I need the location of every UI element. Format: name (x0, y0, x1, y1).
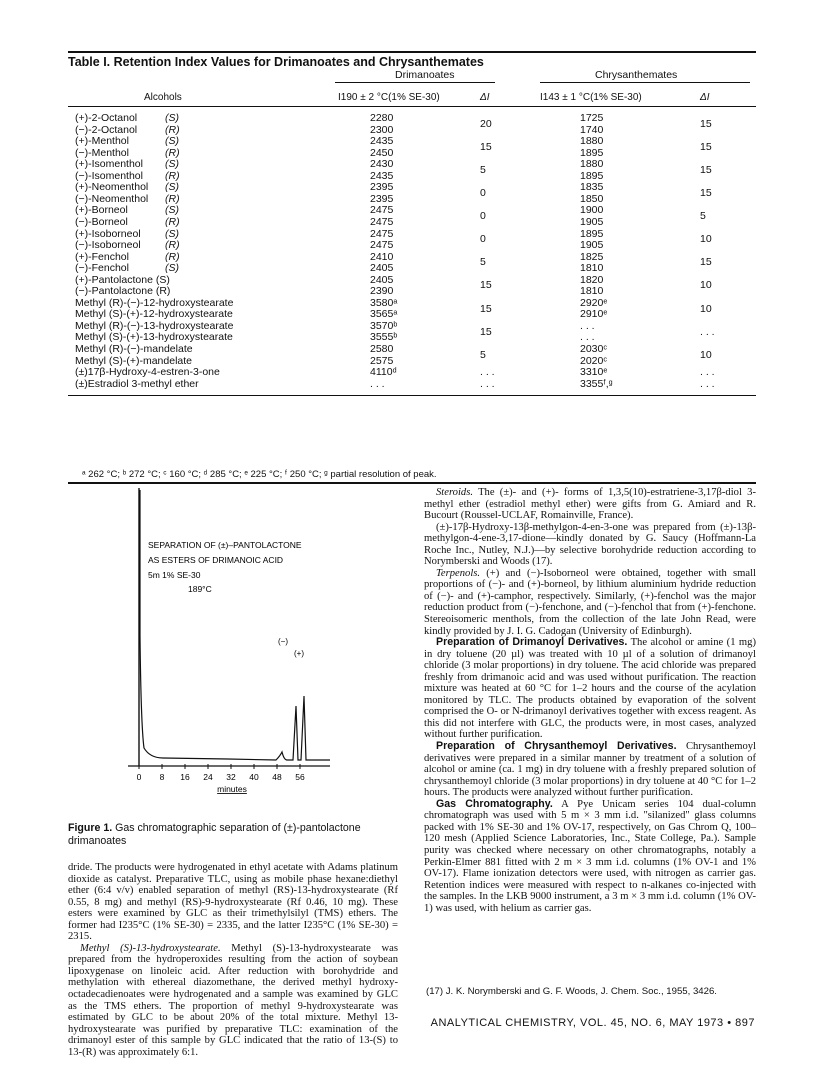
table-row-config: (S) (165, 227, 179, 240)
table-row-config: (R) (165, 215, 180, 228)
col-di-drim: ΔI (480, 92, 490, 103)
fig-annot-1: SEPARATION OF (±)–PANTOLACTONE (148, 540, 302, 550)
table-cell-drim: 2475 (370, 239, 394, 252)
table-cell-chrys: 3310ᵉ (580, 366, 608, 379)
table-cell-chrys: 1880 (580, 158, 604, 171)
footnote-rule (68, 482, 756, 484)
table-cell-chrys: 3355ᶠ,ᵍ (580, 377, 613, 390)
x-tick-label: 40 (249, 772, 259, 782)
table-cell-drim: 2475 (370, 215, 394, 228)
table-cell-chrys: 1810 (580, 262, 604, 275)
table-row-config: (R) (165, 250, 180, 263)
x-axis-label: minutes (217, 784, 247, 794)
table-row-name: (+)-Fenchol (75, 250, 129, 263)
group-chrysanthemates: Chrysanthemates (595, 69, 678, 81)
col-di-chrys: ΔI (700, 92, 710, 103)
right-p3-body: (+) and (−)-Isoborneol were obtained, together with small proportions of (−)- and (+)-borneol, by lithium aluminium hydride reduction of (−)- and (+)-camphor, respectively. Similarly, (+)-fenchol was the major reduction product from (−)-fenchone, and (−)-fenchol that from (+)-fenchone. Stereoisomeric menthols, from the collection of the late John Read, were kindly provided by J. I. G. Cadogan (University of Edinburgh). (424, 567, 756, 637)
table-cell-chrys: 1895 (580, 169, 604, 182)
table-cell-di-chrys: . . . (700, 366, 715, 379)
table-cell-di-chrys: 15 (700, 117, 712, 130)
table-cell-drim: 2450 (370, 146, 394, 159)
table-cell-di-drim: . . . (480, 377, 495, 390)
table-row-name: (+)-Menthol (75, 135, 129, 148)
right-paragraph-6 (424, 799, 756, 914)
table-cell-chrys: 1880 (580, 135, 604, 148)
table-cell-chrys: . . . (580, 319, 595, 332)
left-paragraph-1: dride. The products were hydrogenated in ethyl acetate with Adams platinum dioxide as catalyst. Preparative TLC, using as mobile phase hexane:diethyl ether (6:4 v/v) enabled separation of methyl (RS)-13-hydroxystearate (Rf 0.55, 8 mg) and methyl (RS)-9-hydroxystearate (Rf 0.46, 10 mg). These esters were examined by GLC as their trimethylsilyl (TMS) ethers. The former had I235°C (1% SE-30) = 2335, and the latter I235°C (1% SE-30) = 2315. (68, 862, 398, 943)
table-cell-chrys: 1895 (580, 146, 604, 159)
table-row-name: (−)-Fenchol (75, 262, 129, 275)
table-row-config: (R) (165, 123, 180, 136)
table-cell-di-drim: 15 (480, 302, 492, 315)
table-cell-drim: 2390 (370, 285, 394, 298)
table-row-config: (R) (165, 169, 180, 182)
left-paragraph-2 (68, 943, 398, 1058)
right-p5-body: Chrysanthemoyl derivatives were prepared in a similar manner by treatment of a solution of alcohol or amine (ca. 1 mg) in dry toluene with a freshly prepared solution of chrysanthemoyl chloride (3 molar proportions) in dry toluene at 40 °C for 1–2 hours. The products were analyzed without further purification. (424, 741, 756, 799)
table-cell-di-chrys: 10 (700, 348, 712, 361)
right-paragraph-1 (424, 487, 756, 522)
peak-minus-label: (−) (278, 637, 288, 646)
table-cell-chrys: 1835 (580, 181, 604, 194)
right-paragraph-3 (424, 568, 756, 637)
table-cell-di-chrys: 15 (700, 187, 712, 200)
table-row-name: (−)-Pantolactone (R) (75, 285, 171, 298)
table-cell-drim: 2435 (370, 135, 394, 148)
table-cell-chrys: 1725 (580, 112, 604, 124)
x-tick-label: 56 (295, 772, 305, 782)
table-cell-drim: 2475 (370, 204, 394, 217)
table-cell-di-chrys: . . . (700, 325, 715, 338)
table-cell-di-drim: 5 (480, 256, 486, 269)
table-cell-chrys: 1850 (580, 192, 604, 205)
table-cell-chrys: 1905 (580, 215, 604, 228)
right-p6-body: A Pye Unicam series 104 dual-column chromatograph was used with 5 m × 3 mm i.d. "silanized" glass columns packed with 1% SE-30 and 1% OV-17, respectively, on Gas Chrom Q, 100–120 mesh (Applied Science Laboratories, Inc., State College, Pa.). Sample purity was checked where necessary on other chromatographs, notably a Perkin-Elmer 881 fitted with 2 m × 3 mm i.d. columns (1% OV-1 and 1% OV-17). Flame ionization detectors were used, with nitrogen as carrier gas. Retention indices were measured with respect to n-alkanes co-injected with the samples. In the LKB 9000 instrument, a 3 m × 3 mm i.d. column (1% OV-1) was used, with helium as carrier gas. (424, 798, 756, 914)
table-cell-chrys: 2920ᵉ (580, 296, 608, 309)
right-p3-heading: Terpenols. (436, 567, 481, 579)
table-cell-chrys: . . . (580, 331, 595, 344)
table-cell-di-chrys: 10 (700, 279, 712, 292)
page-footer: ANALYTICAL CHEMISTRY, VOL. 45, NO. 6, MAY 1973 • 897 (430, 1017, 755, 1029)
col-i-chrys: I143 ± 1 °C(1% SE-30) (540, 92, 642, 103)
table-cell-drim: 2405 (370, 273, 394, 286)
table-row-name: (+)-Neomenthol (75, 181, 149, 194)
table-cell-di-drim: 5 (480, 163, 486, 176)
table-row-name: (±)17β-Hydroxy-4-estren-3-one (75, 366, 220, 379)
right-p5-heading: Preparation of Chrysanthemoyl Derivatives. (436, 740, 677, 753)
table-cell-drim: 2410 (370, 250, 394, 263)
table-title: Table I. Retention Index Values for Drimanoates and Chrysanthemates (68, 55, 484, 69)
table-cell-drim: 2300 (370, 123, 394, 136)
table-cell-di-drim: 15 (480, 279, 492, 292)
table-row-name: Methyl (S)-(+)-mandelate (75, 354, 192, 367)
chromatogram-trace (140, 490, 330, 760)
table-cell-drim: 2395 (370, 192, 394, 205)
table-top-rule (68, 51, 756, 53)
table-cell-drim: 2280 (370, 112, 394, 124)
table-cell-drim: 3565ᵃ (370, 308, 398, 321)
table-cell-drim: 3580ᵃ (370, 296, 398, 309)
x-tick-label: 32 (226, 772, 236, 782)
table-row-config: (R) (165, 146, 180, 159)
col-i-drim: I190 ± 2 °C(1% SE-30) (338, 92, 440, 103)
table-row-name: (+)-Isoborneol (75, 227, 141, 240)
table-cell-di-chrys: 15 (700, 256, 712, 269)
table-cell-drim: 3555ᵇ (370, 331, 398, 344)
table-cell-drim: 2430 (370, 158, 394, 171)
table-cell-di-drim: 5 (480, 348, 486, 361)
table-row-config: (S) (165, 262, 179, 275)
right-p1-body: The (±)- and (+)- forms of 1,3,5(10)-estratriene-3,17β-diol 3-methyl ether (estradiol methyl ether) were gifts from G. Amiard and R. Bucourt (Roussel-UCLAF, Romainville, France). (424, 487, 756, 522)
x-tick-label: 24 (203, 772, 213, 782)
table-row-name: (+)-Borneol (75, 204, 128, 217)
table-cell-chrys: 1905 (580, 239, 604, 252)
table-row-name: (+)-Pantolactone (S) (75, 273, 170, 286)
reference-17: (17) J. K. Norymberski and G. F. Woods, J. Chem. Soc., 1955, 3426. (426, 986, 717, 997)
table-row-name: Methyl (R)-(−)-13-hydroxystearate (75, 319, 234, 332)
header-rule (68, 106, 756, 107)
table-cell-chrys: 1820 (580, 273, 604, 286)
table-cell-di-chrys: 15 (700, 140, 712, 153)
table-row-config: (R) (165, 239, 180, 252)
table-row-name: (−)-Isomenthol (75, 169, 143, 182)
x-tick-label: 0 (136, 772, 142, 782)
table-row-name: (−)-Menthol (75, 146, 129, 159)
right-p4-body: The alcohol or amine (1 mg) in dry toluene (20 µl) was treated with 10 µl of a solution of drimanoyl chloride (3 molar proportions) in dry toluene. The acid chloride was prepared freshly from drimanoic acid and was used without purification. The reaction mixture was heated at 60 °C for 1–2 hours and the course of the acylation monitored by TLC. The products obtained by evaporation of the solvent comprised the O- or N-drimanoyl derivatives together with excess reagent. As this did not interfere with GLC, the products were, in most cases, analyzed without further purification. (424, 637, 756, 741)
table-row-name: (+)-2-Octanol (75, 112, 138, 124)
right-paragraph-4 (424, 637, 756, 741)
table-cell-di-chrys: 5 (700, 210, 706, 223)
table-cell-chrys: 1825 (580, 250, 604, 263)
table-row-name: (−)-2-Octanol (75, 123, 138, 136)
table-row-config: (S) (165, 135, 179, 148)
table-cell-drim: 4110ᵈ (370, 366, 397, 379)
table-cell-di-drim: 0 (480, 210, 486, 223)
table-row-config: (S) (165, 158, 179, 171)
left-p2-body: Methyl (S)-13-hydroxystearate was prepared from the hydroperoxides resulting from the action of soybean lipoxygenase on linoleic acid. After reduction with borohydride and methylation with ethereal diazomethane, the derived methyl hydroxy-octadecadienoates were hydrogenated and a sample was examined by GLC as the TMS ethers. The proportion of methyl 9-hydroxystearate was estimated by GLC to be about 20% of the total mixture. Methyl 13-hydroxystearate was purified by preparative TLC: examination of the drimanoyl ester of this sample by GLC indicated that the ratio of 13-(S) to 13-(R) was approximately 6:1. (68, 942, 398, 1058)
figure-caption (68, 822, 398, 848)
table-row-config: (S) (165, 112, 179, 124)
table-cell-drim: 2475 (370, 227, 394, 240)
table-cell-chrys: 1740 (580, 123, 604, 136)
table-row-name: (−)-Neomenthol (75, 192, 149, 205)
table-cell-di-drim: . . . (480, 366, 495, 379)
table-row-name: Methyl (R)-(−)-mandelate (75, 343, 193, 355)
table-row-name: Methyl (S)-(+)-13-hydroxystearate (75, 331, 233, 344)
table-cell-drim: 2575 (370, 354, 394, 367)
table-row-name: Methyl (R)-(−)-12-hydroxystearate (75, 296, 234, 309)
table-row-name: (+)-Isomenthol (75, 158, 143, 171)
table-cell-di-chrys: 10 (700, 233, 712, 246)
table-cell-drim: 3570ᵇ (370, 319, 398, 332)
figure-caption-label: Figure 1. (68, 822, 113, 834)
fig-annot-3: 5m 1% SE-30 (148, 570, 201, 580)
table-footnote: ᵃ 262 °C; ᵇ 272 °C; ᶜ 160 °C; ᵈ 285 °C; ᵉ 225 °C; ᶠ 250 °C; ᵍ partial resolution of peak. (82, 469, 437, 480)
group-drimanoates: Drimanoates (395, 69, 455, 81)
right-p4-heading: Preparation of Drimanoyl Derivatives. (436, 636, 628, 649)
left-p2-heading: Methyl (S)-13-hydroxystearate. (80, 942, 221, 954)
table-cell-drim: 2580 (370, 343, 394, 355)
chromatogram-figure (68, 486, 398, 821)
x-ticks (137, 764, 305, 782)
figure-caption-text: Gas chromatographic separation of (±)-pantolactone drimanoates (68, 822, 361, 847)
col-alcohols: Alcohols (144, 92, 182, 103)
table-row-name: Methyl (S)-(+)-12-hydroxystearate (75, 308, 233, 321)
x-tick-label: 16 (180, 772, 190, 782)
fig-annot-4: 189°C (188, 584, 212, 594)
table-cell-di-chrys: 10 (700, 302, 712, 315)
right-paragraph-2: (±)-17β-Hydroxy-13β-methylgon-4-en-3-one was prepared from (±)-13β-methylgon-4-ene-3,17-dione—kindly donated by G. Saucy (Hoffmann-La Roche Inc., Nutley, N.J.)—by selective borohydride reduction according to Norymberski and Woods (17). (424, 521, 756, 568)
table-row-config: (S) (165, 181, 179, 194)
table-row-name: (−)-Isoborneol (75, 239, 141, 252)
table-cell-di-drim: 0 (480, 187, 486, 200)
table-cell-di-drim: 15 (480, 325, 492, 338)
table-cell-di-drim: 20 (480, 117, 492, 130)
table-cell-chrys: 2910ᵉ (580, 308, 608, 321)
fig-annot-2: AS ESTERS OF DRIMANOIC ACID (148, 555, 284, 565)
table-cell-chrys: 2020ᶜ (580, 354, 608, 367)
table-cell-drim: 2395 (370, 181, 394, 194)
x-tick-label: 48 (272, 772, 282, 782)
table-cell-drim: 2435 (370, 169, 394, 182)
table-cell-drim: 2405 (370, 262, 394, 275)
table-bottom-rule (68, 395, 756, 396)
peak-plus-label: (+) (294, 649, 304, 658)
left-column-text (68, 862, 398, 1058)
table-cell-chrys: 2030ᶜ (580, 343, 608, 355)
table-cell-chrys: 1810 (580, 285, 604, 298)
table-row-name: (±)Estradiol 3-methyl ether (75, 377, 199, 390)
table-cell-di-drim: 15 (480, 140, 492, 153)
right-p1-heading: Steroids. (436, 487, 473, 498)
table-cell-di-drim: 0 (480, 233, 486, 246)
x-tick-label: 8 (159, 772, 165, 782)
right-column-text (424, 487, 756, 914)
table-cell-chrys: 1895 (580, 227, 604, 240)
group-rule-drim (335, 82, 495, 83)
table-cell-di-chrys: 15 (700, 163, 712, 176)
table-row-config: (R) (165, 192, 180, 205)
group-rule-chrys (540, 82, 750, 83)
table-cell-chrys: 1900 (580, 204, 604, 217)
right-p6-heading: Gas Chromatography. (436, 797, 553, 810)
right-paragraph-5 (424, 741, 756, 799)
table-cell-drim: . . . (370, 377, 385, 390)
table-cell-di-chrys: . . . (700, 377, 715, 390)
table-row-name: (−)-Borneol (75, 215, 128, 228)
table-row-config: (S) (165, 204, 179, 217)
